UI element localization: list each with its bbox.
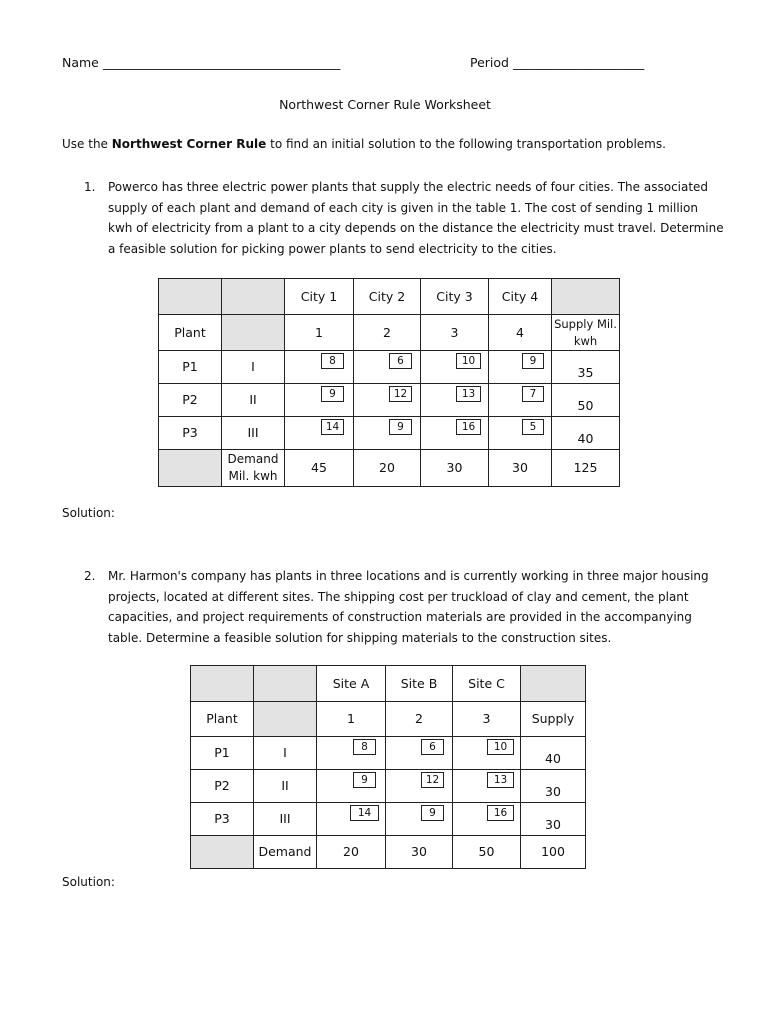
cost-box: 13 [456,386,481,402]
col-header: Site C [453,666,521,702]
intro-suffix: to find an initial solution to the following transportation problems. [266,137,666,151]
table-1 [158,278,620,487]
instructions [62,137,666,151]
plant-roman: II [222,384,285,417]
supply-value: 30 [521,770,586,803]
cost-cell [317,770,386,803]
page-title: Northwest Corner Rule Worksheet [279,97,491,112]
blank-cell [159,450,222,487]
cost-cell [453,737,521,770]
cost-cell [386,803,453,836]
plant-label: Plant [191,702,254,737]
table-2 [190,665,586,869]
demand-value: 30 [386,836,453,869]
cost-box: 9 [321,386,344,402]
intro-prefix: Use the [62,137,112,151]
intro-bold: Northwest Corner Rule [111,137,267,151]
problem-1-number: 1. [84,180,96,194]
col-header: City 3 [421,279,489,315]
cost-box: 9 [389,419,412,435]
demand-value: 20 [317,836,386,869]
col-number: 2 [354,315,421,351]
plant-name: P1 [191,737,254,770]
cost-cell [453,803,521,836]
cost-box: 12 [421,772,444,788]
cost-cell [354,417,421,450]
supply-value: 35 [552,351,620,384]
cost-cell [489,384,552,417]
corner-cell [222,279,285,315]
cost-cell [354,351,421,384]
cost-box: 7 [522,386,544,402]
total-value: 125 [552,450,620,487]
supply-label: Supply [521,702,586,737]
plant-name: P3 [191,803,254,836]
plant-roman: III [254,803,317,836]
col-number: 2 [386,702,453,737]
demand-label: Demand Mil. kwh [222,450,285,487]
col-number: 3 [421,315,489,351]
cost-cell [317,803,386,836]
blank-cell [191,836,254,869]
plant-roman: I [222,351,285,384]
cost-cell [386,770,453,803]
supply-value: 50 [552,384,620,417]
cost-cell [285,417,354,450]
solution-label-2: Solution: [62,875,115,889]
cost-cell [386,737,453,770]
demand-value: 45 [285,450,354,487]
solution-label-1: Solution: [62,506,115,520]
name-field: Name ______________________________________ [62,55,341,70]
cost-box: 16 [487,805,514,821]
plant-label: Plant [159,315,222,351]
problem-1 [84,177,724,260]
plant-name: P2 [191,770,254,803]
supply-value: 30 [521,803,586,836]
demand-value: 30 [489,450,552,487]
corner-cell [521,666,586,702]
cost-box: 14 [321,419,344,435]
problem-2-number: 2. [84,569,96,583]
corner-cell [552,279,620,315]
blank-cell [254,702,317,737]
cost-box: 9 [522,353,544,369]
plant-roman: II [254,770,317,803]
cost-cell [285,384,354,417]
cost-cell [489,417,552,450]
cost-cell [317,737,386,770]
col-header: Site B [386,666,453,702]
col-number: 4 [489,315,552,351]
col-header: Site A [317,666,386,702]
blank-cell [222,315,285,351]
cost-box: 10 [487,739,514,755]
cost-cell [354,384,421,417]
col-header: City 1 [285,279,354,315]
cost-box: 5 [522,419,544,435]
total-value: 100 [521,836,586,869]
col-header: City 2 [354,279,421,315]
supply-label: Supply Mil. kwh [552,315,620,351]
cost-cell [421,384,489,417]
problem-1-text: Powerco has three electric power plants that supply the electric needs of four cities. The associated supply of each plant and demand of each city is given in the table 1. The cost of sending 1 million kwh of electricity from a plant to a city depends on the distance the electricity must travel. Determine a feasible solution for picking power plants to send electricity to the cities. [108,180,724,257]
demand-value: 50 [453,836,521,869]
cost-box: 6 [421,739,444,755]
period-field: Period _____________________ [470,55,645,70]
cost-box: 14 [350,805,379,821]
cost-box: 13 [487,772,514,788]
cost-box: 12 [389,386,412,402]
cost-box: 8 [353,739,376,755]
cost-cell [421,417,489,450]
demand-label: Demand [254,836,317,869]
col-number: 1 [285,315,354,351]
col-number: 3 [453,702,521,737]
plant-name: P2 [159,384,222,417]
plant-name: P3 [159,417,222,450]
cost-box: 8 [321,353,344,369]
problem-2-text: Mr. Harmon's company has plants in three locations and is currently working in three major housing projects, located at different sites. The shipping cost per truckload of clay and cement, the plant capacities, and project requirements of construction materials are provided in the accompanying table. Determine a feasible solution for shipping materials to the construction sites. [108,569,709,646]
cost-box: 9 [421,805,444,821]
corner-cell [191,666,254,702]
cost-cell [453,770,521,803]
cost-cell [421,351,489,384]
supply-value: 40 [521,737,586,770]
col-header: City 4 [489,279,552,315]
cost-box: 10 [456,353,481,369]
demand-value: 20 [354,450,421,487]
cost-box: 6 [389,353,412,369]
plant-name: P1 [159,351,222,384]
plant-roman: III [222,417,285,450]
corner-cell [159,279,222,315]
cost-box: 9 [353,772,376,788]
cost-cell [285,351,354,384]
col-number: 1 [317,702,386,737]
plant-roman: I [254,737,317,770]
cost-box: 16 [456,419,481,435]
corner-cell [254,666,317,702]
demand-value: 30 [421,450,489,487]
problem-2 [84,566,724,649]
cost-cell [489,351,552,384]
supply-value: 40 [552,417,620,450]
